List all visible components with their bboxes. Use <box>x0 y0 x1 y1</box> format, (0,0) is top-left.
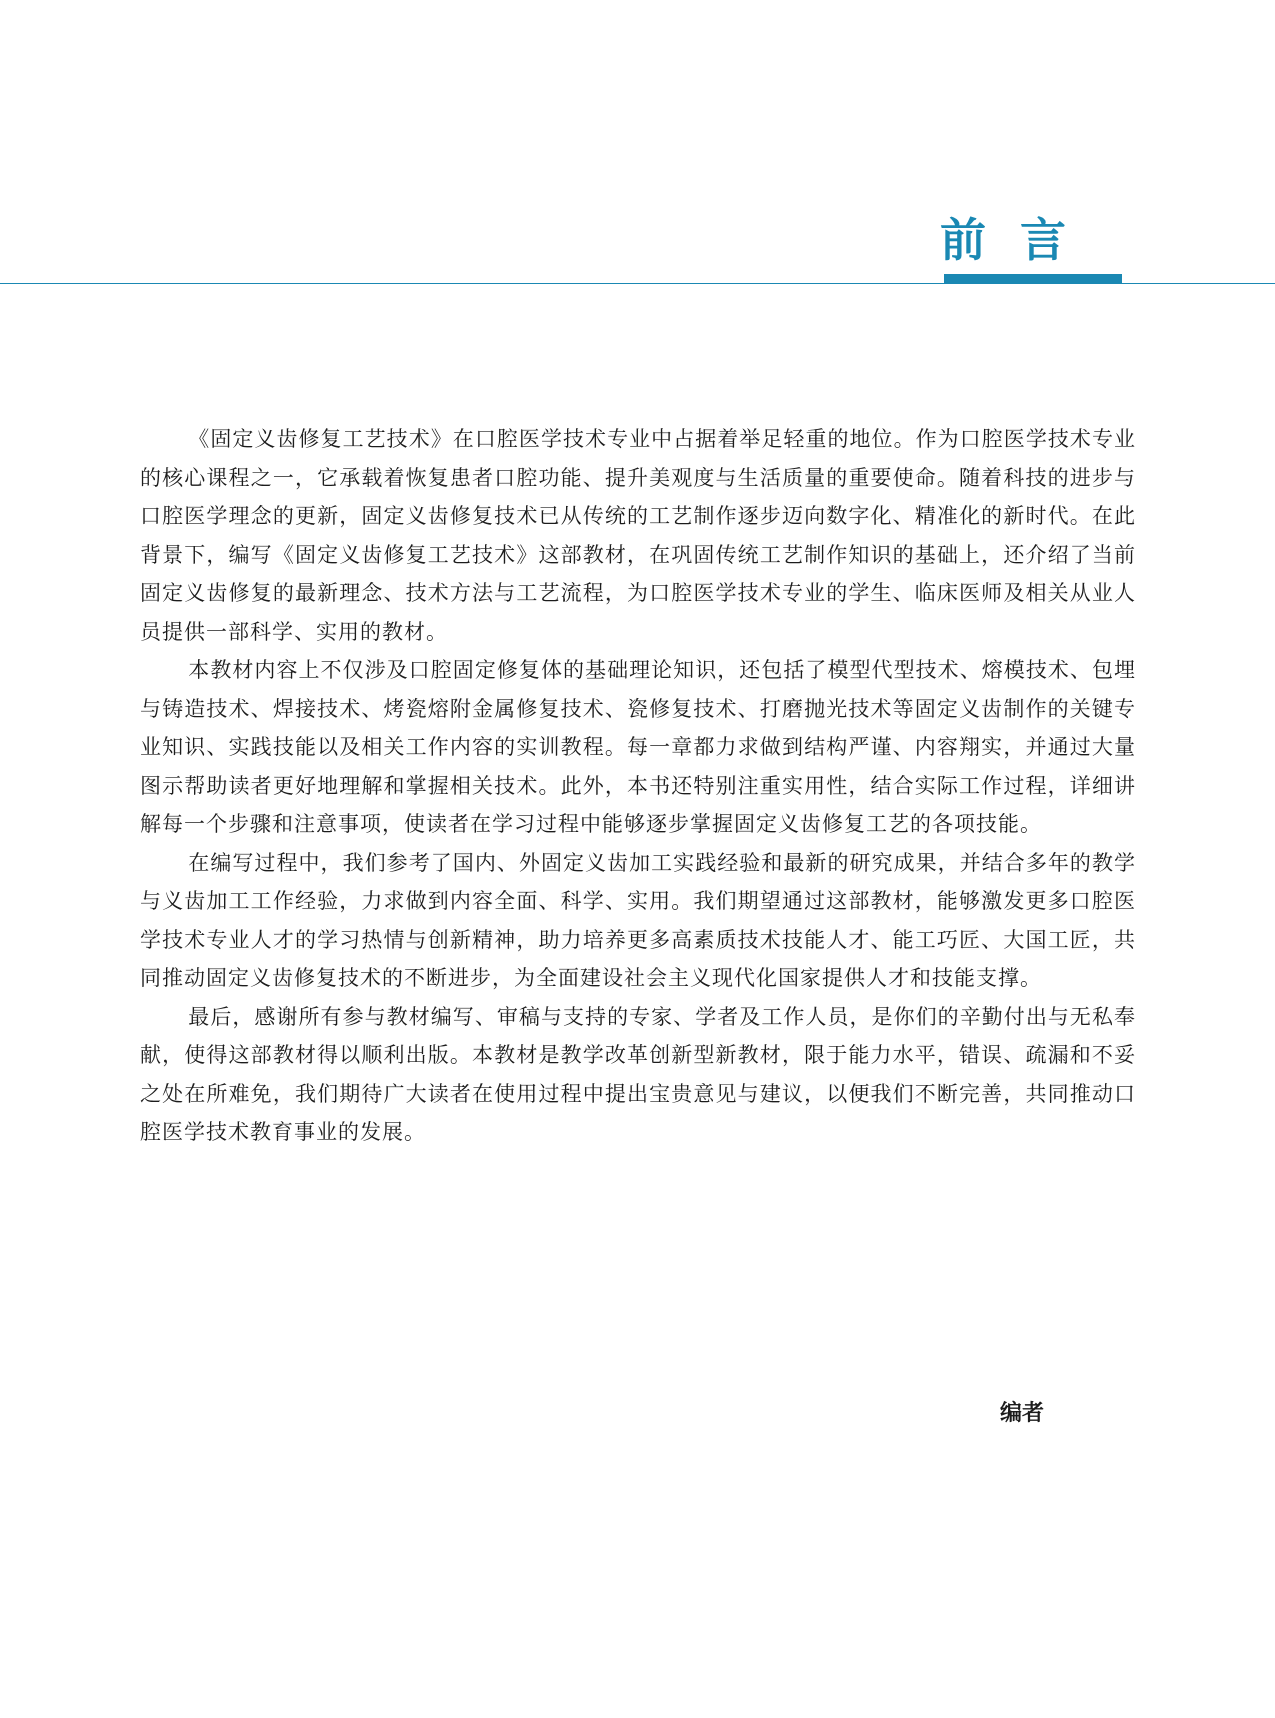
preface-paragraph-2: 本教材内容上不仅涉及口腔固定修复体的基础理论知识，还包括了模型代型技术、熔模技术、包埋与铸造技术、焊接技术、烤瓷熔附金属修复技术、瓷修复技术、打磨抛光技术等固定义齿制作的关键专业知识、实践技能以及相关工作内容的实训教程。每一章都力求做到结构严谨、内容翔实，并通过大量图示帮助读者更好地理解和掌握相关技术。此外，本书还特别注重实用性，结合实际工作过程，详细讲解每一个步骤和注意事项，使读者在学习过程中能够逐步掌握固定义齿修复工艺的各项技能。 <box>140 658 1136 836</box>
preface-paragraph-1: 《固定义齿修复工艺技术》在口腔医学技术专业中占据着举足轻重的地位。作为口腔医学技术专业的核心课程之一，它承载着恢复患者口腔功能、提升美观度与生活质量的重要使命。随着科技的进步与口腔医学理念的更新，固定义齿修复技术已从传统的工艺制作逐步迈向数字化、精准化的新时代。在此背景下，编写《固定义齿修复工艺技术》这部教材，在巩固传统工艺制作知识的基础上，还介绍了当前固定义齿修复的最新理念、技术方法与工艺流程，为口腔医学技术专业的学生、临床医师及相关从业人员提供一部科学、实用的教材。 <box>140 427 1136 644</box>
preface-paragraph-3: 在编写过程中，我们参考了国内、外固定义齿加工实践经验和最新的研究成果，并结合多年的教学与义齿加工工作经验，力求做到内容全面、科学、实用。我们期望通过这部教材，能够激发更多口腔医学技术专业人才的学习热情与创新精神，助力培养更多高素质技术技能人才、能工巧匠、大国工匠，共同推动固定义齿修复技术的不断进步，为全面建设社会主义现代化国家提供人才和技能支撑。 <box>140 850 1136 990</box>
author-signature: 编者 <box>1000 1401 1045 1426</box>
page-title: 前言 <box>940 213 1100 267</box>
preface-paragraph-4: 最后，感谢所有参与教材编写、审稿与支持的专家、学者及工作人员，是你们的辛勤付出与无私奉献，使得这部教材得以顺利出版。本教材是教学改革创新型新教材，限于能力水平，错误、疏漏和不妥之处在所难免，我们期待广大读者在使用过程中提出宝贵意见与建议，以便我们不断完善，共同推动口腔医学技术教育事业的发展。 <box>140 1004 1136 1144</box>
preface-body <box>140 420 1136 1152</box>
title-accent-bar <box>944 274 1122 284</box>
